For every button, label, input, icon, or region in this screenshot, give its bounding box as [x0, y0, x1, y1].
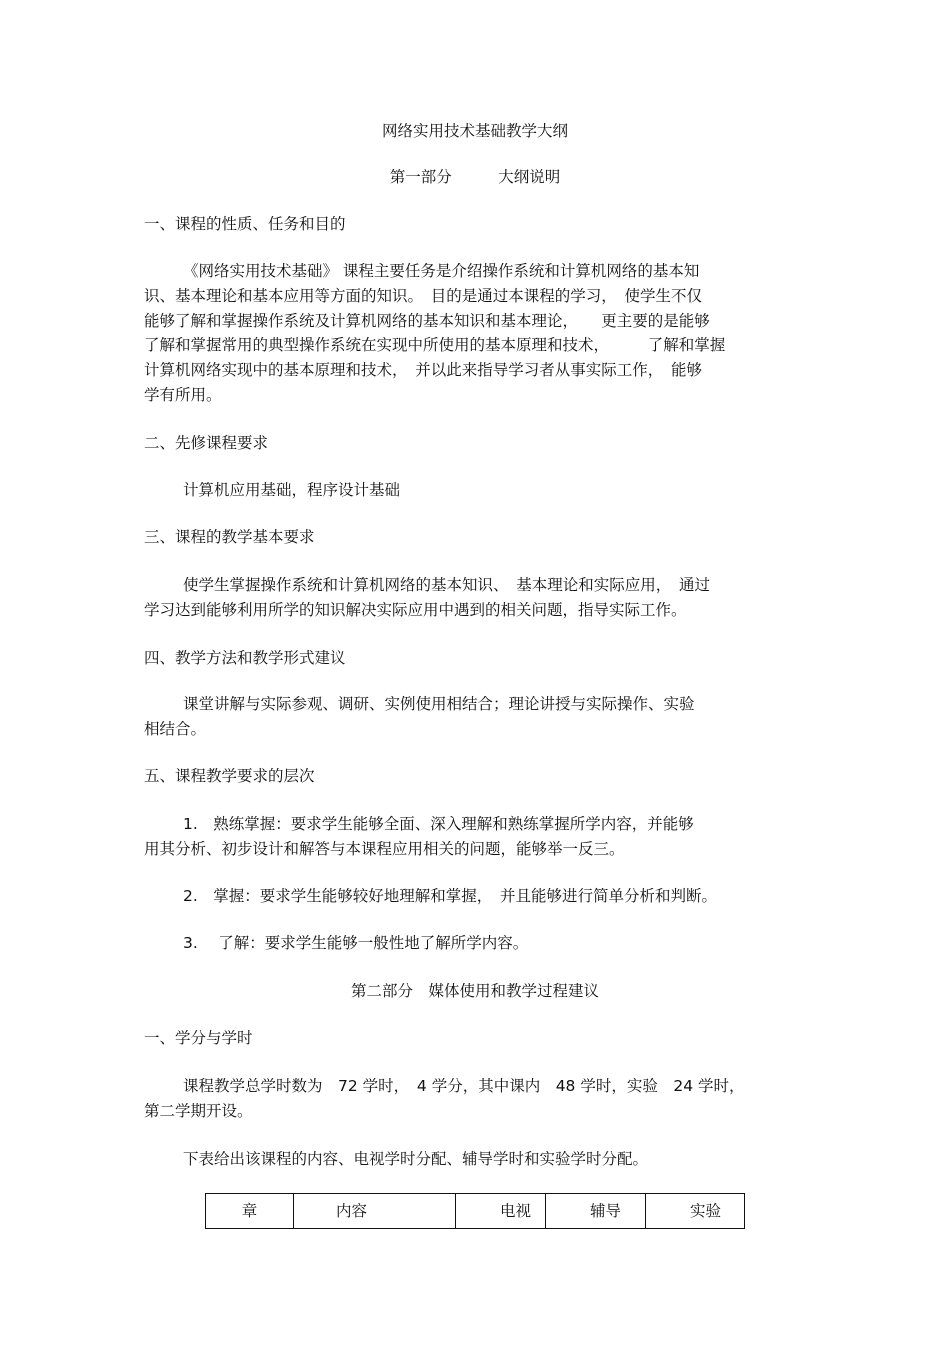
section1-line: 《网络实用技术基础》 课程主要任务是介绍操作系统和计算机网络的基本知: [183, 262, 700, 280]
section3-line: 使学生掌握操作系统和计算机网络的基本知识、 基本理论和实际应用， 通过: [183, 576, 711, 594]
part2-section1-heading: 一、学分与学时: [144, 1029, 253, 1047]
section5-item1-line: 1. 熟练掌握：要求学生能够全面、深入理解和熟练掌握所学内容，并能够: [183, 815, 694, 833]
table-header-content: 内容: [294, 1194, 456, 1228]
section1-line: 识、基本理论和基本应用等方面的知识。 目的是通过本课程的学习， 使学生不仅: [144, 287, 703, 305]
section2-heading: 二、先修课程要求: [144, 434, 269, 452]
section3-line: 学习达到能够利用所学的知识解决实际应用中遇到的相关问题，指导实际工作。: [144, 601, 687, 619]
section4-line: 课堂讲解与实际参观、调研、实例使用相结合；理论讲授与实际操作、实验: [183, 695, 695, 713]
table-header-chapter: 章: [206, 1194, 294, 1228]
document-title: 网络实用技术基础教学大纲: [381, 122, 568, 140]
part2-heading: 第二部分 媒体使用和教学过程建议: [350, 982, 599, 1000]
table-header-tutoring: 辅导: [546, 1194, 646, 1228]
section5-heading: 五、课程教学要求的层次: [144, 767, 315, 785]
section2-text: 计算机应用基础，程序设计基础: [183, 481, 401, 499]
section1-heading: 一、课程的性质、任务和目的: [144, 215, 346, 233]
section5-item1-line: 用其分析、初步设计和解答与本课程应用相关的问题，能够举一反三。: [144, 840, 625, 858]
table-header-tv: 电视: [456, 1194, 546, 1228]
part2-section1-line: 课程教学总学时数为 72 学时， 4 学分，其中课内 48 学时，实验 24 学时，: [183, 1077, 745, 1095]
section3-heading: 三、课程的教学基本要求: [144, 528, 315, 546]
section1-line: 学有所用。: [144, 386, 222, 404]
section1-line: 能够了解和掌握操作系统及计算机网络的基本知识和基本理论， 更主要的是能够: [144, 312, 710, 330]
section5-item3: 3. 了解：要求学生能够一般性地了解所学内容。: [183, 934, 529, 952]
section4-heading: 四、教学方法和教学形式建议: [144, 649, 346, 667]
table-header-lab: 实验: [690, 1202, 722, 1220]
part2-section1-line: 第二学期开设。: [144, 1102, 253, 1120]
section1-line: 了解和掌握常用的典型操作系统在实现中所使用的基本原理和技术， 了解和掌握: [144, 336, 726, 354]
schedule-table-header: [205, 1193, 745, 1229]
section5-item2: 2. 掌握：要求学生能够较好地理解和掌握， 并且能够进行简单分析和判断。: [183, 887, 718, 905]
table-intro: 下表给出该课程的内容、电视学时分配、辅导学时和实验学时分配。: [183, 1150, 649, 1168]
part1-heading: 第一部分 大纲说明: [389, 168, 561, 186]
section4-line: 相结合。: [144, 720, 207, 738]
section1-line: 计算机网络实现中的基本原理和技术， 并以此来指导学习者从事实际工作， 能够: [144, 361, 703, 379]
